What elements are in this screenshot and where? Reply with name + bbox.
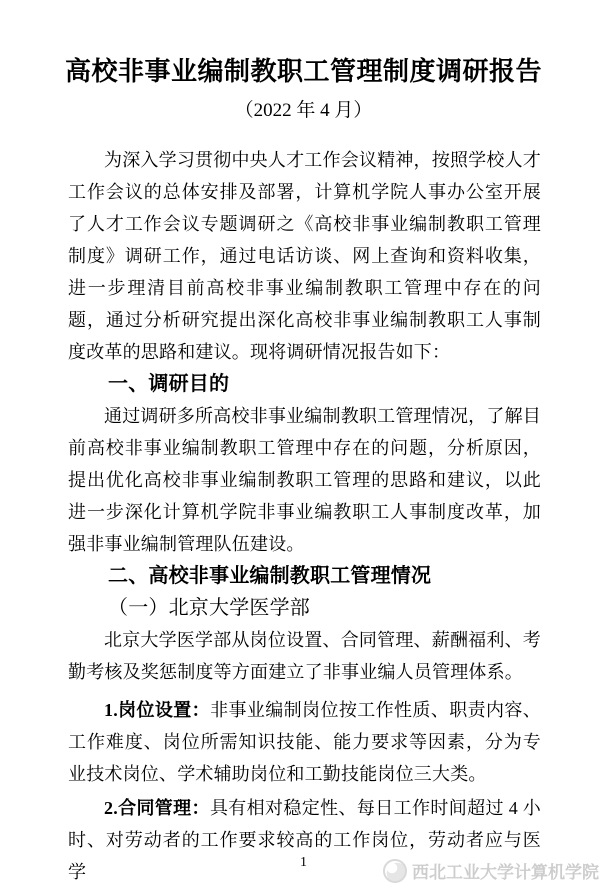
item-2-text: 具有相对稳定性、每日工作时间超过 4 小时、对劳动者的工作要求较高的工作岗位，劳动者应与医学 <box>68 798 542 882</box>
university-logo-icon <box>383 859 407 883</box>
subsection-heading-1: （一）北京大学医学部 <box>108 597 310 619</box>
subsection-1-paragraph: 北京大学医学部从岗位设置、合同管理、薪酬福利、考勤考核及奖惩制度等方面建立了非事业编人员管理体系。 <box>68 630 541 682</box>
document-body <box>0 144 607 888</box>
page-subtitle: （2022 年 4 月） <box>234 100 373 121</box>
item-1-lead: 1.岗位设置： <box>104 700 211 720</box>
section-1-paragraph: 通过调研多所高校非事业编制教职工管理情况，了解目前高校非事业编制教职工管理中存在的问题，分析原因，提出优化高校非事业编制教职工管理的思路和建议，以此进一步深化计算机学院非事业编教职工人事制度改革，加强非事业编制管理队伍建设。 <box>68 406 541 554</box>
watermark <box>383 858 599 883</box>
section-heading-2: 二、高校非事业编制教职工管理情况 <box>108 565 432 587</box>
page-title: 高校非事业编制教职工管理制度调研报告 <box>64 57 542 86</box>
page-number: 1 <box>300 855 307 870</box>
item-1-text: 非事业编制岗位按工作性质、职责内容、工作难度、岗位所需知识技能、能力要求等因素，分为专业技术岗位、学术辅助岗位和工勤技能岗位三大类。 <box>68 700 541 784</box>
page-footer <box>0 850 607 896</box>
section-heading-1: 一、调研目的 <box>108 373 230 395</box>
intro-paragraph: 为深入学习贯彻中央人才工作会议精神，按照学校人才工作会议的总体安排及部署，计算机学院人事办公室开展了人才工作会议专题调研之《高校非事业编制教职工管理制度》调研工作，通过电话访谈、网上查询和资料收集，进一步理清目前高校非事业编制教职工管理中存在的问题，通过分析研究提出深化高校非事业编制教职工人事制度改革的思路和建议。现将调研情况报告如下： <box>68 150 541 362</box>
watermark-text: 西北工业大学计算机学院 <box>412 863 599 882</box>
item-paragraph-1 <box>68 694 541 790</box>
item-2-lead: 2.合同管理： <box>104 798 210 818</box>
